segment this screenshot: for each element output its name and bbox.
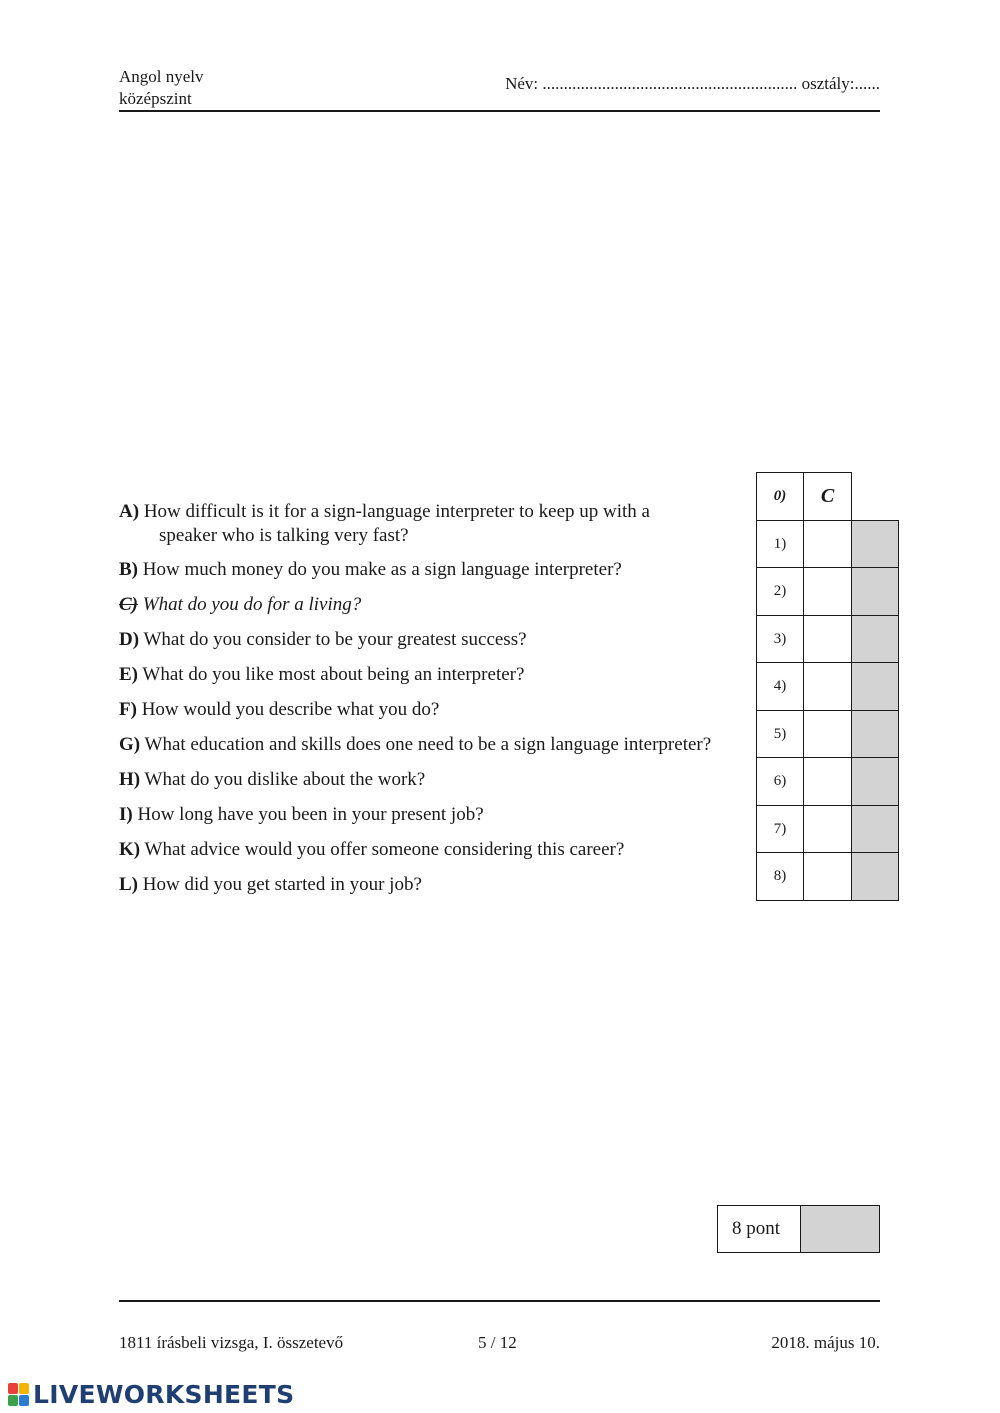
question-e — [119, 663, 749, 687]
score-cell — [851, 757, 899, 806]
answer-input-cell[interactable] — [803, 662, 852, 711]
liveworksheets-logo — [8, 1380, 294, 1409]
question-text: What do you consider to be your greatest success? — [143, 629, 527, 650]
question-text: What education and skills does one need to be a sign language interpreter? — [144, 734, 712, 755]
example-answer-cell: C — [803, 472, 852, 521]
header-subject: Angol nyelv — [119, 67, 204, 86]
answer-row-number: 7) — [756, 805, 804, 853]
question-letter: E) — [119, 664, 138, 685]
question-letter: K) — [119, 839, 141, 860]
question-f — [119, 698, 749, 722]
header-divider — [119, 110, 880, 112]
score-label: 8 pont — [717, 1205, 801, 1253]
answer-input-cell[interactable] — [803, 615, 852, 663]
question-letter: B) — [119, 559, 138, 580]
question-list — [119, 500, 749, 897]
score-cell — [851, 567, 899, 616]
question-text: How did you get started in your job? — [142, 874, 422, 895]
question-h — [119, 768, 749, 792]
logo-blocks-icon — [8, 1383, 30, 1407]
name-class-field: Név: ............................................................ osztály:...... — [505, 74, 880, 93]
question-text-continued: speaker who is talking very fast? — [159, 525, 409, 546]
logo-text: LIVEWORKSHEETS — [33, 1380, 295, 1409]
answer-row-number: 1) — [756, 520, 804, 568]
question-i — [119, 803, 749, 827]
answer-row-number: 6) — [756, 757, 804, 806]
score-cell — [851, 805, 899, 853]
question-b — [119, 558, 749, 582]
answer-row-number: 4) — [756, 662, 804, 711]
question-letter: H) — [119, 769, 141, 790]
answer-row-number: 2) — [756, 567, 804, 616]
footer-page-number: 5 / 12 — [478, 1333, 517, 1352]
header-level: középszint — [119, 89, 192, 108]
score-cell — [851, 710, 899, 758]
answer-row-number: 3) — [756, 615, 804, 663]
question-text: What do you like most about being an interpreter? — [142, 664, 525, 685]
question-g — [119, 733, 749, 757]
question-k — [119, 838, 749, 862]
footer-exam-info: 1811 írásbeli vizsga, I. összetevő — [119, 1333, 344, 1352]
answer-row-number: 5) — [756, 710, 804, 758]
score-cell — [851, 520, 899, 568]
answer-input-cell[interactable] — [803, 567, 852, 616]
question-text: How would you describe what you do? — [141, 699, 440, 720]
question-text: How long have you been in your present job? — [137, 804, 484, 825]
example-number-cell: 0) — [756, 472, 804, 521]
answer-input-cell[interactable] — [803, 852, 852, 901]
answer-input-cell[interactable] — [803, 710, 852, 758]
footer-date: 2018. május 10. — [771, 1333, 880, 1352]
question-letter: F) — [119, 699, 137, 720]
question-letter: I) — [119, 804, 133, 825]
answer-input-cell[interactable] — [803, 520, 852, 568]
question-letter: A) — [119, 501, 140, 522]
score-total-cell — [800, 1205, 880, 1253]
score-cell — [851, 852, 899, 901]
answer-row-number: 8) — [756, 852, 804, 901]
footer-divider — [119, 1300, 880, 1302]
score-cell — [851, 615, 899, 663]
question-letter: C) — [119, 594, 138, 615]
question-text: What advice would you offer someone considering this career? — [144, 839, 625, 860]
question-text: What do you dislike about the work? — [144, 769, 426, 790]
score-cell — [851, 662, 899, 711]
question-letter: L) — [119, 874, 138, 895]
question-c-example — [119, 593, 749, 617]
question-l — [119, 873, 749, 897]
question-letter: D) — [119, 629, 140, 650]
question-letter: G) — [119, 734, 141, 755]
question-text: What do you do for a living? — [142, 594, 362, 615]
answer-input-cell[interactable] — [803, 757, 852, 806]
question-text: How much money do you make as a sign language interpreter? — [142, 559, 622, 580]
answer-input-cell[interactable] — [803, 805, 852, 853]
header-subject-block — [119, 66, 204, 110]
question-a — [119, 500, 749, 549]
question-text: How difficult is it for a sign-language interpreter to keep up with a — [143, 501, 650, 522]
question-d — [119, 628, 749, 652]
